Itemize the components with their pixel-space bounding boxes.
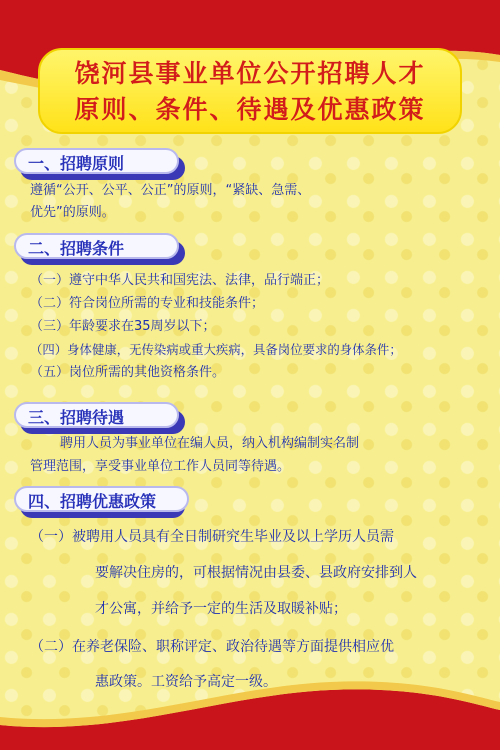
section-heading-1-text: 一、招聘原则 [28, 154, 125, 173]
section-1-line-1: 遵循“公开、公平、公正”的原则，“紧缺、急需、 [30, 183, 311, 198]
policy-line-3: 才公寓，并给予一定的生活及取暖补贴； [95, 601, 347, 617]
policy-line-2: 要解决住房的，可根据情况由县委、县政府安排到人 [95, 565, 417, 581]
condition-item-2: （二）符合岗位所需的专业和技能条件； [30, 296, 265, 311]
title-line-2: 原则、条件、待遇及优惠政策 [74, 95, 426, 124]
condition-item-3: （三）年龄要求在35周岁以下； [30, 319, 216, 334]
policy-line-5: 惠政策。工资给予高定一级。 [95, 674, 277, 690]
title-box [38, 48, 462, 134]
section-heading-3 [14, 402, 189, 432]
section-heading-1 [14, 148, 189, 178]
policy-line-4: （二）在养老保险、职称评定、政治待遇等方面提供相应优 [30, 639, 394, 655]
section-heading-2 [14, 233, 189, 263]
section-3-line-2: 管理范围，享受事业单位工作人员同等待遇。 [30, 459, 291, 474]
section-heading-4-text: 四、招聘优惠政策 [28, 492, 157, 511]
section-heading-3-text: 三、招聘待遇 [28, 408, 125, 427]
condition-item-1: （一）遵守中华人民共和国宪法、法律，品行端正； [30, 273, 330, 288]
section-3-line-1: 聘用人员为事业单位在编人员，纳入机构编制实名制 [60, 436, 360, 451]
section-1-line-2: 优先”的原则。 [30, 205, 115, 220]
condition-item-5: （五）岗位所需的其他资格条件。 [30, 365, 226, 380]
bottom-red-wave [0, 655, 500, 750]
section-heading-2-text: 二、招聘条件 [28, 239, 125, 258]
condition-item-4: （四）身体健康，无传染病或重大疾病，具备岗位要求的身体条件； [30, 342, 402, 357]
title-line-1: 饶河县事业单位公开招聘人才 [74, 59, 426, 88]
policy-line-1: （一）被聘用人员具有全日制研究生毕业及以上学历人员需 [30, 529, 394, 545]
section-heading-4 [14, 486, 189, 516]
